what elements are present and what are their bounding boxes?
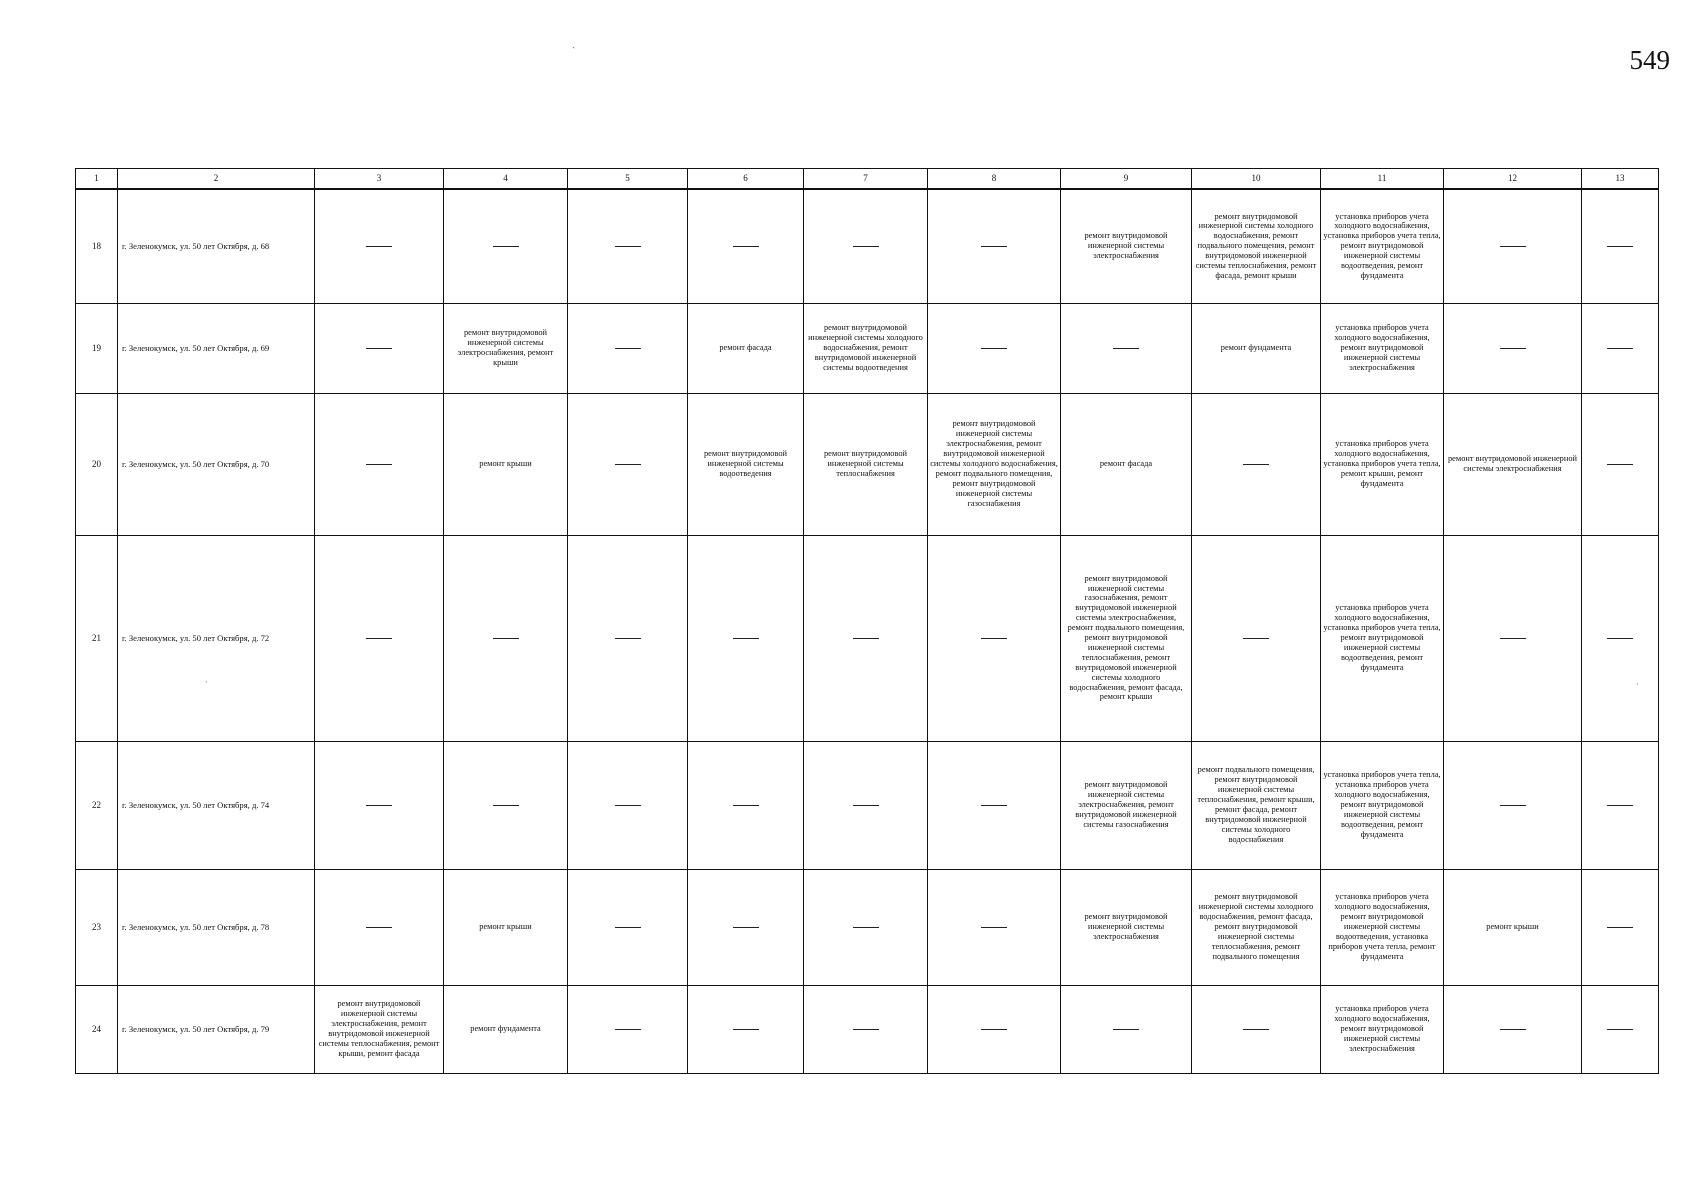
- row-number: 24: [76, 985, 118, 1073]
- work-cell: [1321, 535, 1444, 741]
- column-header: 8: [928, 169, 1061, 190]
- work-cell: [1444, 393, 1582, 535]
- empty-cell: [1582, 741, 1659, 869]
- empty-cell: [928, 741, 1061, 869]
- empty-cell: [568, 189, 688, 303]
- dash-mark: [366, 246, 392, 247]
- empty-cell: [804, 869, 928, 985]
- dash-mark: [853, 1029, 879, 1030]
- empty-cell: [315, 189, 444, 303]
- dash-mark: [733, 927, 759, 928]
- dash-mark: [853, 805, 879, 806]
- empty-cell: [1061, 303, 1192, 393]
- row-number: 21: [76, 535, 118, 741]
- empty-cell: [315, 741, 444, 869]
- scan-artifact: ·: [1636, 680, 1639, 689]
- row-number: 23: [76, 869, 118, 985]
- dash-mark: [981, 805, 1007, 806]
- work-cell: [1321, 303, 1444, 393]
- work-description: установка приборов учета тепла, установка приборов учета холодного водоснабжения, ремонт внутридомовой инженерной системы водоотведения, ремонт фундамента: [1323, 770, 1441, 839]
- work-cell: [1321, 741, 1444, 869]
- row-number: 19: [76, 303, 118, 393]
- work-description: установка приборов учета холодного водоснабжения, установка приборов учета тепла, ремонт внутридомовой инженерной системы водоотведения, ремонт фундамента: [1323, 211, 1441, 281]
- work-description: установка приборов учета холодного водоснабжения, ремонт внутридомовой инженерной системы водоотведения, установка приборов учета тепла, ремонт фундамента: [1328, 892, 1436, 961]
- work-description: ремонт внутридомовой инженерной системы холодного водоснабжения, ремонт фасада, ремонт внутридомовой инженерной системы теплоснабжения, ремонт подвального помещения: [1198, 892, 1314, 961]
- dash-mark: [366, 805, 392, 806]
- dash-mark: [1500, 246, 1526, 247]
- work-cell: [1192, 303, 1321, 393]
- work-description: ремонт внутридомовой инженерной системы теплоснабжения: [823, 449, 908, 478]
- empty-cell: [928, 303, 1061, 393]
- work-cell: [804, 393, 928, 535]
- dash-mark: [615, 927, 641, 928]
- empty-cell: [928, 985, 1061, 1073]
- empty-cell: [1444, 189, 1582, 303]
- table-body: [76, 169, 1659, 1074]
- empty-cell: [804, 535, 928, 741]
- dash-mark: [1500, 1029, 1526, 1030]
- dash-mark: [615, 805, 641, 806]
- work-description: установка приборов учета холодного водоснабжения, ремонт внутридомовой инженерной системы электроснабжения: [1334, 1004, 1430, 1053]
- dash-mark: [1243, 1029, 1269, 1030]
- empty-cell: [1192, 985, 1321, 1073]
- empty-cell: [1444, 741, 1582, 869]
- work-description: ремонт фасада: [1099, 459, 1153, 469]
- empty-cell: [1192, 393, 1321, 535]
- dash-mark: [853, 246, 879, 247]
- column-header: 10: [1192, 169, 1321, 190]
- scan-artifact: ˎ: [572, 38, 576, 49]
- work-description: ремонт фундамента: [470, 1024, 541, 1034]
- work-cell: [1321, 869, 1444, 985]
- work-cell: [688, 303, 804, 393]
- empty-cell: [444, 741, 568, 869]
- dash-mark: [1607, 464, 1633, 465]
- empty-cell: [315, 535, 444, 741]
- column-header: 6: [688, 169, 804, 190]
- work-description: ремонт фасада: [719, 343, 772, 353]
- work-description: ремонт внутридомовой инженерной системы электроснабжения, ремонт внутридомовой инженерной системы теплоснабжения, ремонт крыши, ремонт фасада: [318, 999, 440, 1058]
- empty-cell: [568, 985, 688, 1073]
- work-cell: [1321, 985, 1444, 1073]
- dash-mark: [366, 348, 392, 349]
- work-description: ремонт внутридомовой инженерной системы электроснабжения, ремонт крыши: [457, 328, 554, 367]
- dash-mark: [1243, 638, 1269, 639]
- dash-mark: [615, 638, 641, 639]
- scan-artifact: ·: [205, 678, 208, 687]
- empty-cell: [1582, 985, 1659, 1073]
- empty-cell: [804, 985, 928, 1073]
- column-header: 11: [1321, 169, 1444, 190]
- work-cell: [1061, 189, 1192, 303]
- empty-cell: [1444, 985, 1582, 1073]
- work-description: ремонт внутридомовой инженерной системы газоснабжения, ремонт внутридомовой инженерной системы электроснабжения, ремонт подвального помещения, ремонт внутридомовой инженерной системы теплоснабжения, ремонт внутридомовой инженерной системы холодного водоснабжения, ремонт фасада, ремонт крыши: [1067, 573, 1185, 702]
- column-header: 1: [76, 169, 118, 190]
- work-description: ремонт внутридомовой инженерной системы электроснабжения: [1447, 454, 1577, 473]
- work-cell: [1192, 869, 1321, 985]
- dash-mark: [1607, 246, 1633, 247]
- work-cell: [444, 303, 568, 393]
- address-cell: г. Зеленокумск, ул. 50 лет Октября, д. 70: [118, 393, 315, 535]
- column-header: 3: [315, 169, 444, 190]
- work-description: ремонт подвального помещения, ремонт внутридомовой инженерной системы теплоснабжения, ремонт крыши, ремонт фасада, ремонт внутридомовой инженерной системы холодного водоснабжения: [1197, 765, 1315, 844]
- address-cell: г. Зеленокумск, ул. 50 лет Октября, д. 72: [118, 535, 315, 741]
- work-cell: [1321, 189, 1444, 303]
- table-row: [76, 189, 1659, 303]
- work-description: установка приборов учета холодного водоснабжения, ремонт внутридомовой инженерной системы электроснабжения: [1334, 323, 1430, 372]
- empty-cell: [688, 535, 804, 741]
- empty-cell: [1582, 393, 1659, 535]
- column-header: 7: [804, 169, 928, 190]
- empty-cell: [444, 535, 568, 741]
- empty-cell: [1582, 869, 1659, 985]
- empty-cell: [688, 985, 804, 1073]
- dash-mark: [733, 638, 759, 639]
- dash-mark: [1607, 927, 1633, 928]
- dash-mark: [615, 464, 641, 465]
- work-description: ремонт крыши: [479, 922, 532, 932]
- column-header: 4: [444, 169, 568, 190]
- empty-cell: [315, 393, 444, 535]
- table-row: [76, 869, 1659, 985]
- page-number: 549: [1629, 45, 1670, 75]
- empty-cell: [1582, 535, 1659, 741]
- row-number: 18: [76, 189, 118, 303]
- dash-mark: [1607, 1029, 1633, 1030]
- work-description: ремонт фундамента: [1220, 343, 1292, 353]
- work-cell: [928, 393, 1061, 535]
- work-description: ремонт внутридомовой инженерной системы электроснабжения: [1084, 912, 1168, 941]
- column-header: 9: [1061, 169, 1192, 190]
- dash-mark: [981, 927, 1007, 928]
- work-cell: [1192, 741, 1321, 869]
- work-cell: [315, 985, 444, 1073]
- work-cell: [688, 393, 804, 535]
- dash-mark: [366, 927, 392, 928]
- work-cell: [1192, 189, 1321, 303]
- column-header: 12: [1444, 169, 1582, 190]
- dash-mark: [1607, 348, 1633, 349]
- work-description: установка приборов учета холодного водоснабжения, установка приборов учета тепла, ремонт внутридомовой инженерной системы водоотведения, ремонт фундамента: [1323, 603, 1441, 672]
- dash-mark: [1113, 1029, 1139, 1030]
- work-description: установка приборов учета холодного водоснабжения, установка приборов учета тепла, ремонт крыши, ремонт фундамента: [1323, 439, 1441, 488]
- address-cell: г. Зеленокумск, ул. 50 лет Октября, д. 79: [118, 985, 315, 1073]
- dash-mark: [1607, 638, 1633, 639]
- work-description: ремонт крыши: [479, 459, 532, 469]
- column-number-row: [76, 169, 1659, 190]
- dash-mark: [615, 348, 641, 349]
- work-cell: [444, 869, 568, 985]
- dash-mark: [1113, 348, 1139, 349]
- column-header: 5: [568, 169, 688, 190]
- dash-mark: [981, 638, 1007, 639]
- table-row: [76, 535, 1659, 741]
- empty-cell: [804, 741, 928, 869]
- dash-mark: [981, 1029, 1007, 1030]
- dash-mark: [493, 805, 519, 806]
- work-cell: [1061, 535, 1192, 741]
- address-cell: г. Зеленокумск, ул. 50 лет Октября, д. 69: [118, 303, 315, 393]
- repair-schedule-table: [75, 168, 1659, 1074]
- empty-cell: [928, 535, 1061, 741]
- empty-cell: [688, 189, 804, 303]
- table-row: [76, 303, 1659, 393]
- work-cell: [1061, 741, 1192, 869]
- dash-mark: [493, 246, 519, 247]
- dash-mark: [853, 638, 879, 639]
- empty-cell: [1192, 535, 1321, 741]
- work-cell: [1444, 869, 1582, 985]
- empty-cell: [1444, 303, 1582, 393]
- empty-cell: [315, 869, 444, 985]
- dash-mark: [366, 638, 392, 639]
- empty-cell: [444, 189, 568, 303]
- work-description: ремонт внутридомовой инженерной системы электроснабжения, ремонт внутридомовой инженерной системы холодного водоснабжения, ремонт подвального помещения, ремонт внутридомовой инженерной системы газоснабжения: [930, 419, 1058, 508]
- empty-cell: [315, 303, 444, 393]
- empty-cell: [568, 303, 688, 393]
- table-row: [76, 393, 1659, 535]
- dash-mark: [615, 246, 641, 247]
- empty-cell: [688, 741, 804, 869]
- dash-mark: [981, 348, 1007, 349]
- work-description: ремонт внутридомовой инженерной системы электроснабжения, ремонт внутридомовой инженерной системы газоснабжения: [1075, 780, 1177, 829]
- empty-cell: [568, 393, 688, 535]
- dash-mark: [733, 246, 759, 247]
- dash-mark: [1500, 805, 1526, 806]
- empty-cell: [688, 869, 804, 985]
- address-cell: г. Зеленокумск, ул. 50 лет Октября, д. 78: [118, 869, 315, 985]
- empty-cell: [1582, 189, 1659, 303]
- dash-mark: [1243, 464, 1269, 465]
- work-description: ремонт внутридомовой инженерной системы холодного водоснабжения, ремонт подвального помещения, ремонт внутридомовой инженерной системы теплоснабжения, ремонт фасада, ремонт крыши: [1195, 211, 1317, 281]
- work-description: ремонт крыши: [1486, 922, 1539, 932]
- dash-mark: [853, 927, 879, 928]
- dash-mark: [1607, 805, 1633, 806]
- work-cell: [1061, 869, 1192, 985]
- empty-cell: [1582, 303, 1659, 393]
- dash-mark: [733, 805, 759, 806]
- work-cell: [804, 303, 928, 393]
- work-cell: [1321, 393, 1444, 535]
- work-description: ремонт внутридомовой инженерной системы водоотведения: [703, 449, 788, 478]
- column-header: 2: [118, 169, 315, 190]
- empty-cell: [568, 535, 688, 741]
- work-description: ремонт внутридомовой инженерной системы электроснабжения: [1084, 231, 1168, 261]
- dash-mark: [733, 1029, 759, 1030]
- row-number: 20: [76, 393, 118, 535]
- address-cell: г. Зеленокумск, ул. 50 лет Октября, д. 68: [118, 189, 315, 303]
- work-cell: [444, 393, 568, 535]
- table-row: [76, 985, 1659, 1073]
- empty-cell: [568, 741, 688, 869]
- work-description: ремонт внутридомовой инженерной системы холодного водоснабжения, ремонт внутридомовой инженерной системы водоотведения: [808, 323, 923, 372]
- address-cell: г. Зеленокумск, ул. 50 лет Октября, д. 74: [118, 741, 315, 869]
- row-number: 22: [76, 741, 118, 869]
- dash-mark: [366, 464, 392, 465]
- empty-cell: [568, 869, 688, 985]
- empty-cell: [804, 189, 928, 303]
- dash-mark: [615, 1029, 641, 1030]
- dash-mark: [981, 246, 1007, 247]
- empty-cell: [1444, 535, 1582, 741]
- table-row: [76, 741, 1659, 869]
- empty-cell: [1061, 985, 1192, 1073]
- empty-cell: [928, 869, 1061, 985]
- empty-cell: [928, 189, 1061, 303]
- work-cell: [1061, 393, 1192, 535]
- dash-mark: [493, 638, 519, 639]
- dash-mark: [1500, 638, 1526, 639]
- column-header: 13: [1582, 169, 1659, 190]
- work-cell: [444, 985, 568, 1073]
- dash-mark: [1500, 348, 1526, 349]
